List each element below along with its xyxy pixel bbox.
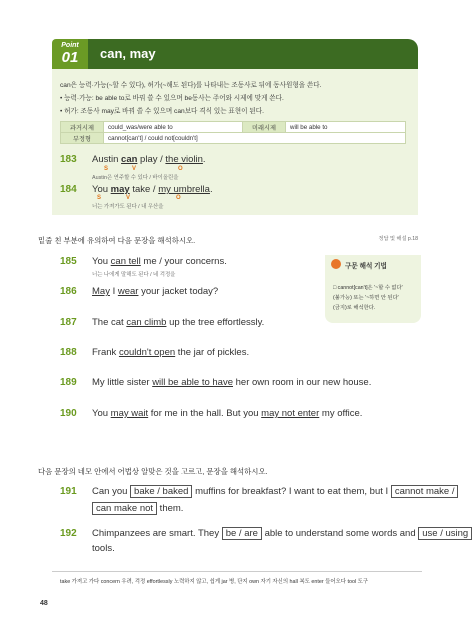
choice-box[interactable]: be / are	[222, 527, 262, 540]
question-number: 192	[60, 528, 77, 539]
grammar-line-2: • 능력·가능: be able to로 바꿔 쓸 수 있으며 be동사는 주어와 시제에 맞게 쓴다.	[60, 95, 284, 102]
question-number: 188	[60, 347, 77, 358]
underlined-phrase: may wait	[110, 408, 149, 419]
tip-header	[325, 255, 421, 273]
question-translation: 너는 나에게 말해도 된다 / 네 걱정을	[92, 272, 176, 278]
sentence-text: your jacket today?	[138, 286, 219, 297]
question-sentence	[92, 528, 472, 539]
sentence-text: Frank	[92, 347, 119, 358]
section1-heading: 밑줄 친 부분에 유의하여 다음 문장을 해석하시오.	[38, 236, 196, 245]
point-title: can, may	[100, 46, 156, 61]
example-translation: Austin은 연주할 수 있다 / 바이올린을	[92, 175, 179, 181]
question-number: 186	[60, 286, 77, 297]
example-translation: 너는 가져가도 된다 / 내 우산을	[92, 204, 164, 210]
example-subject: You	[92, 184, 111, 195]
tip-line: (불가능) 또는 '~하면 안 된다'	[333, 295, 399, 301]
example-number: 184	[60, 184, 77, 195]
footer-divider	[52, 571, 422, 572]
question-number: 190	[60, 408, 77, 419]
example-text: take /	[129, 184, 159, 195]
underlined-phrase: May	[92, 286, 110, 297]
example-object: the violin	[165, 154, 203, 165]
question-sentence	[92, 347, 249, 358]
sentence-text: My little sister	[92, 377, 153, 388]
sentence-text: The cat	[92, 317, 127, 328]
section2-heading: 다음 문장의 네모 안에서 어법상 알맞은 것을 고르고, 문장을 해석하시오.	[38, 467, 268, 476]
tip-icon	[331, 259, 341, 269]
sentence-text: my office.	[319, 408, 363, 419]
sentence-text: her own room in our new house.	[233, 377, 372, 388]
example-sentence	[92, 154, 206, 165]
question-number: 191	[60, 486, 77, 497]
sentence-text: You	[92, 256, 111, 267]
sentence-text: for me in the hall. But you	[148, 408, 262, 419]
page-number: 48	[40, 600, 48, 607]
example-period: .	[209, 184, 213, 195]
svo-v: V	[132, 166, 137, 172]
underlined-phrase: can tell	[110, 256, 141, 267]
point-label: Point	[61, 42, 79, 49]
underlined-phrase: may not enter	[261, 408, 320, 419]
past-label: 과거시제	[61, 122, 104, 133]
past-value: could_was/were able to	[104, 122, 243, 133]
example-text: play /	[137, 154, 166, 165]
point-number: 01	[61, 49, 79, 66]
grammar-table	[60, 121, 406, 144]
question-sentence-cont	[92, 503, 183, 514]
tip-title: 구문 해석 기법	[345, 263, 387, 270]
tip-line: □ cannot[can't]은 '~할 수 없다'	[333, 285, 403, 291]
underlined-phrase: couldn't open	[118, 347, 176, 358]
example-object: my umbrella	[158, 184, 210, 195]
example-verb: can	[121, 154, 138, 165]
question-sentence	[92, 286, 218, 297]
future-value: will be able to	[286, 122, 406, 133]
sentence-text: up the tree effortlessly.	[166, 317, 265, 328]
question-sentence-cont: tools.	[92, 543, 115, 554]
example-sentence	[92, 184, 213, 195]
choice-box[interactable]: bake / baked	[130, 485, 192, 498]
example-period: .	[202, 154, 206, 165]
point-header	[52, 39, 418, 69]
svo-s: S	[97, 195, 102, 201]
question-sentence	[92, 486, 458, 497]
answer-reference: 정답 및 해설 p.18	[378, 236, 418, 242]
neg-value: cannot[can't] / could not[couldn't]	[104, 133, 406, 144]
point-badge	[52, 39, 88, 69]
future-label: 미래시제	[243, 122, 286, 133]
underlined-phrase: will be able to have	[152, 377, 233, 388]
sentence-text: You	[92, 408, 111, 419]
svo-s: S	[104, 166, 109, 172]
question-number: 187	[60, 317, 77, 328]
question-number: 185	[60, 256, 77, 267]
question-sentence	[92, 377, 371, 388]
underlined-phrase: wear	[117, 286, 139, 297]
underlined-phrase: can climb	[126, 317, 167, 328]
question-sentence	[92, 256, 227, 267]
example-verb: may	[110, 184, 130, 195]
vocab-footer: take 가져고 가다 concern 우려, 걱정 effortlessly 노력하지 않고, 쉽게 jar 병, 단지 own 자기 자신의 hall 복도 enter 들어오다 tool 도구	[60, 579, 369, 585]
title-bar	[88, 39, 418, 69]
svo-v: V	[126, 195, 131, 201]
sentence-text: me / your concerns.	[140, 256, 227, 267]
svo-o: O	[176, 195, 181, 201]
question-sentence	[92, 408, 362, 419]
tip-line: (금지)로 해석한다.	[333, 305, 376, 311]
sentence-text: them.	[157, 503, 184, 514]
tip-box	[325, 255, 421, 323]
grammar-line-1: can은 능력·가능(~할 수 있다), 허가(~해도 된다)를 나타내는 조동사로 뒤에 동사원형을 쓴다.	[60, 82, 322, 89]
sentence-text: muffins for breakfast? I want to eat them, but I	[192, 486, 391, 497]
example-subject: Austin	[92, 154, 122, 165]
sentence-text: the jar of pickles.	[175, 347, 250, 358]
choice-box[interactable]: cannot make /	[391, 485, 459, 498]
neg-label: 부정형	[61, 133, 104, 144]
question-number: 189	[60, 377, 77, 388]
question-sentence	[92, 317, 264, 328]
sentence-text: Chimpanzees are smart. They	[92, 528, 222, 539]
sentence-text: able to understand some words and	[261, 528, 419, 539]
example-number: 183	[60, 154, 77, 165]
grammar-line-3: • 허가: 조동사 may로 바꿔 쓸 수 있으며 can보다 격식 있는 표현이 된다.	[60, 108, 264, 115]
choice-box[interactable]: use / using	[418, 527, 472, 540]
svo-o: O	[178, 166, 183, 172]
grammar-box	[52, 69, 418, 215]
choice-box[interactable]: can make not	[92, 502, 157, 515]
sentence-text: I	[109, 286, 118, 297]
sentence-text: Can you	[92, 486, 131, 497]
